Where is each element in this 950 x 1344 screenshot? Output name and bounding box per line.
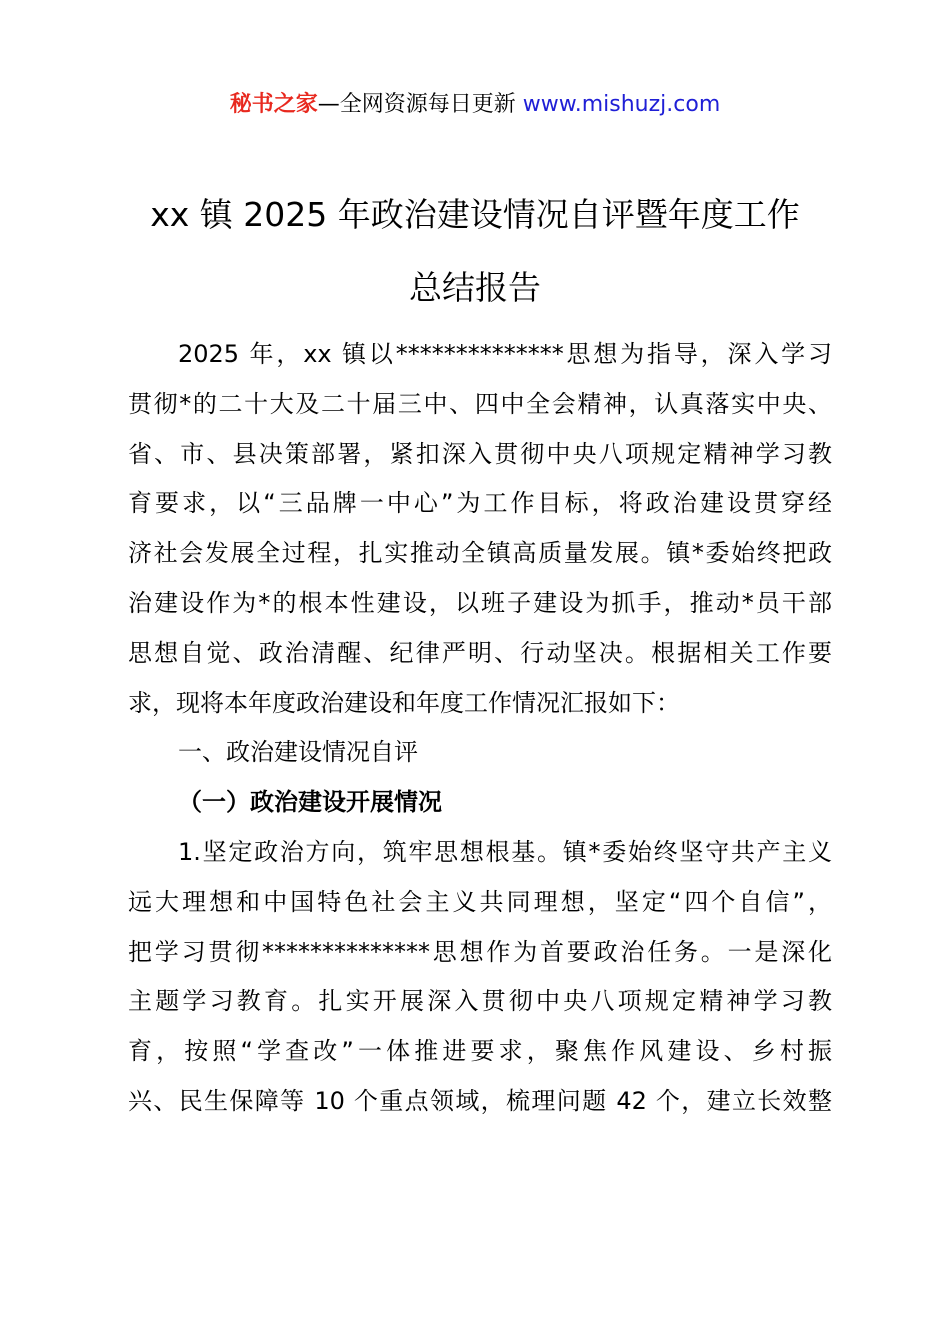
document-title <box>80 178 870 324</box>
subsection-heading: （一）政治建设开展情况 <box>178 788 442 817</box>
paragraph-line: 育要求，以“三品牌一中心”为工作目标，将政治建设贯穿经 <box>128 489 832 518</box>
paragraph-line: 贯彻*的二十大及二十届三中、四中全会精神，认真落实中央、 <box>128 389 832 418</box>
paragraph-line: 思想自觉、政治清醒、纪律严明、行动坚决。根据相关工作要 <box>128 638 832 667</box>
item-paragraph <box>128 828 832 1127</box>
paragraph-line: 1.坚定政治方向，筑牢思想根基。镇*委始终坚守共产主义 <box>178 837 832 866</box>
site-header <box>0 88 950 122</box>
title-line-1: xx 镇 2025 年政治建设情况自评暨年度工作 <box>150 195 800 234</box>
paragraph-line: 治建设作为*的根本性建设，以班子建设为抓手，推动*员干部 <box>128 588 832 617</box>
paragraph-line: 主题学习教育。扎实开展深入贯彻中央八项规定精神学习教 <box>128 987 832 1016</box>
paragraph-line: 育，按照“学查改”一体推进要求，聚焦作风建设、乡村振 <box>128 1037 832 1066</box>
paragraph-line: 远大理想和中国特色社会主义共同理想，坚定“四个自信”， <box>128 887 832 916</box>
header-tagline: —全网资源每日更新 <box>317 92 523 117</box>
paragraph-line: 求，现将本年度政治建设和年度工作情况汇报如下： <box>128 688 680 717</box>
document-body <box>128 330 832 1127</box>
paragraph-line: 省、市、县决策部署，紧扣深入贯彻中央八项规定精神学习教 <box>128 439 832 468</box>
intro-paragraph <box>128 330 832 728</box>
section-heading: 一、政治建设情况自评 <box>178 738 418 767</box>
paragraph-line: 兴、民生保障等 10 个重点领域，梳理问题 42 个，建立长效整 <box>128 1086 832 1115</box>
paragraph-line: 2025 年，xx 镇以**************思想为指导，深入学习 <box>178 340 832 368</box>
site-url-link[interactable]: www.mishuzj.com <box>522 92 721 117</box>
brand-name: 秘书之家 <box>229 92 318 117</box>
paragraph-line: 济社会发展全过程，扎实推动全镇高质量发展。镇*委始终把政 <box>128 539 832 568</box>
title-line-2: 总结报告 <box>409 268 541 307</box>
paragraph-line: 把学习贯彻**************思想作为首要政治任务。一是深化 <box>128 937 832 966</box>
